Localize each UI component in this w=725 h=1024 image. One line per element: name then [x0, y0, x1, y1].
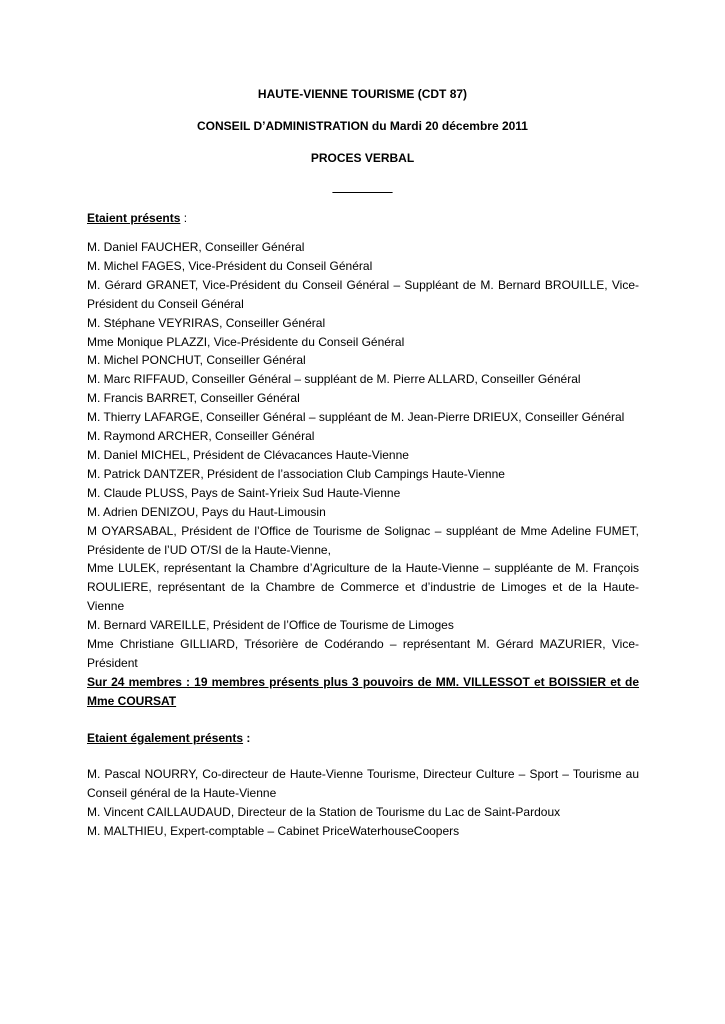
- member-line: M. Stéphane VEYRIRAS, Conseiller Général: [87, 315, 326, 330]
- meeting-title: CONSEIL D’ADMINISTRATION du Mardi 20 décembre 2011: [197, 119, 528, 133]
- member-line: M. Adrien DENIZOU, Pays du Haut-Limousin: [87, 504, 326, 519]
- member-line: M. Thierry LAFARGE, Conseiller Général – suppléant de M. Jean-Pierre DRIEUX, Conseiller Général: [87, 410, 625, 425]
- member-line: M. Marc RIFFAUD, Conseiller Général – suppléant de M. Pierre ALLARD, Conseiller Général: [87, 372, 581, 387]
- member-line: M. Pascal NOURRY, Co-directeur de Haute-Vienne Tourisme, Directeur Culture – Sport – Tourisme au Conseil général de la Haute-Vienne: [87, 767, 639, 800]
- separator-line: _________: [332, 180, 393, 194]
- member-line: M. Daniel MICHEL, Président de Clévacances Haute-Vienne: [87, 447, 409, 462]
- document-type: PROCES VERBAL: [310, 151, 415, 165]
- member-line: M. Francis BARRET, Conseiller Général: [87, 391, 300, 406]
- member-line: M. Michel FAGES, Vice-Président du Conseil Général: [87, 258, 373, 273]
- also-present-members-list: [87, 765, 639, 841]
- present-heading-suffix: :: [180, 211, 188, 225]
- member-line: M OYARSABAL, Président de l’Office de Tourisme de Solignac – suppléant de Mme Adeline FUMET, Présidente de l’UD OT/SI de la Haute-Vienne,: [87, 523, 639, 557]
- member-line: M. Raymond ARCHER, Conseiller Général: [87, 429, 315, 444]
- present-members-list: [87, 238, 639, 711]
- present-heading-label: Etaient présents: [87, 211, 181, 225]
- member-line: M. Daniel FAUCHER, Conseiller Général: [87, 240, 305, 254]
- present-heading: [87, 211, 187, 226]
- member-line: M. MALTHIEU, Expert-comptable – Cabinet PriceWaterhouseCoopers: [87, 823, 460, 838]
- member-line: M. Bernard VAREILLE, Président de l’Office de Tourisme de Limoges: [87, 618, 454, 633]
- also-present-heading-label: Etaient également présents: [87, 731, 244, 745]
- organization-title: HAUTE-VIENNE TOURISME (CDT 87): [257, 87, 468, 101]
- member-line: M. Patrick DANTZER, Président de l’association Club Campings Haute-Vienne: [87, 466, 505, 481]
- attendance-summary: Sur 24 membres : 19 membres présents plus 3 pouvoirs de MM. VILLESSOT et BOISSIER et de Mme COURSAT: [87, 674, 639, 708]
- also-present-heading: [87, 731, 250, 746]
- member-line: Mme Christiane GILLIARD, Trésorière de Codérando – représentant M. Gérard MAZURIER, Vice-Président: [87, 637, 639, 670]
- member-line: M. Gérard GRANET, Vice-Président du Conseil Général – Suppléant de M. Bernard BROUILLE, Vice-Président du Conseil Général: [87, 277, 639, 311]
- also-present-heading-suffix: :: [243, 731, 251, 745]
- member-line: M. Claude PLUSS, Pays de Saint-Yrieix Sud Haute-Vienne: [87, 485, 401, 500]
- member-line: Mme Monique PLAZZI, Vice-Présidente du Conseil Général: [87, 334, 405, 349]
- member-line: M. Michel PONCHUT, Conseiller Général: [87, 353, 306, 368]
- member-line: Mme LULEK, représentant la Chambre d’Agriculture de la Haute-Vienne – suppléante de M. François ROULIERE, représentant de la Chambre de Commerce et d’industrie de Limoges et de la Haute-Vienne: [87, 561, 639, 614]
- member-line: M. Vincent CAILLAUDAUD, Directeur de la Station de Tourisme du Lac de Saint-Pardoux: [87, 804, 561, 819]
